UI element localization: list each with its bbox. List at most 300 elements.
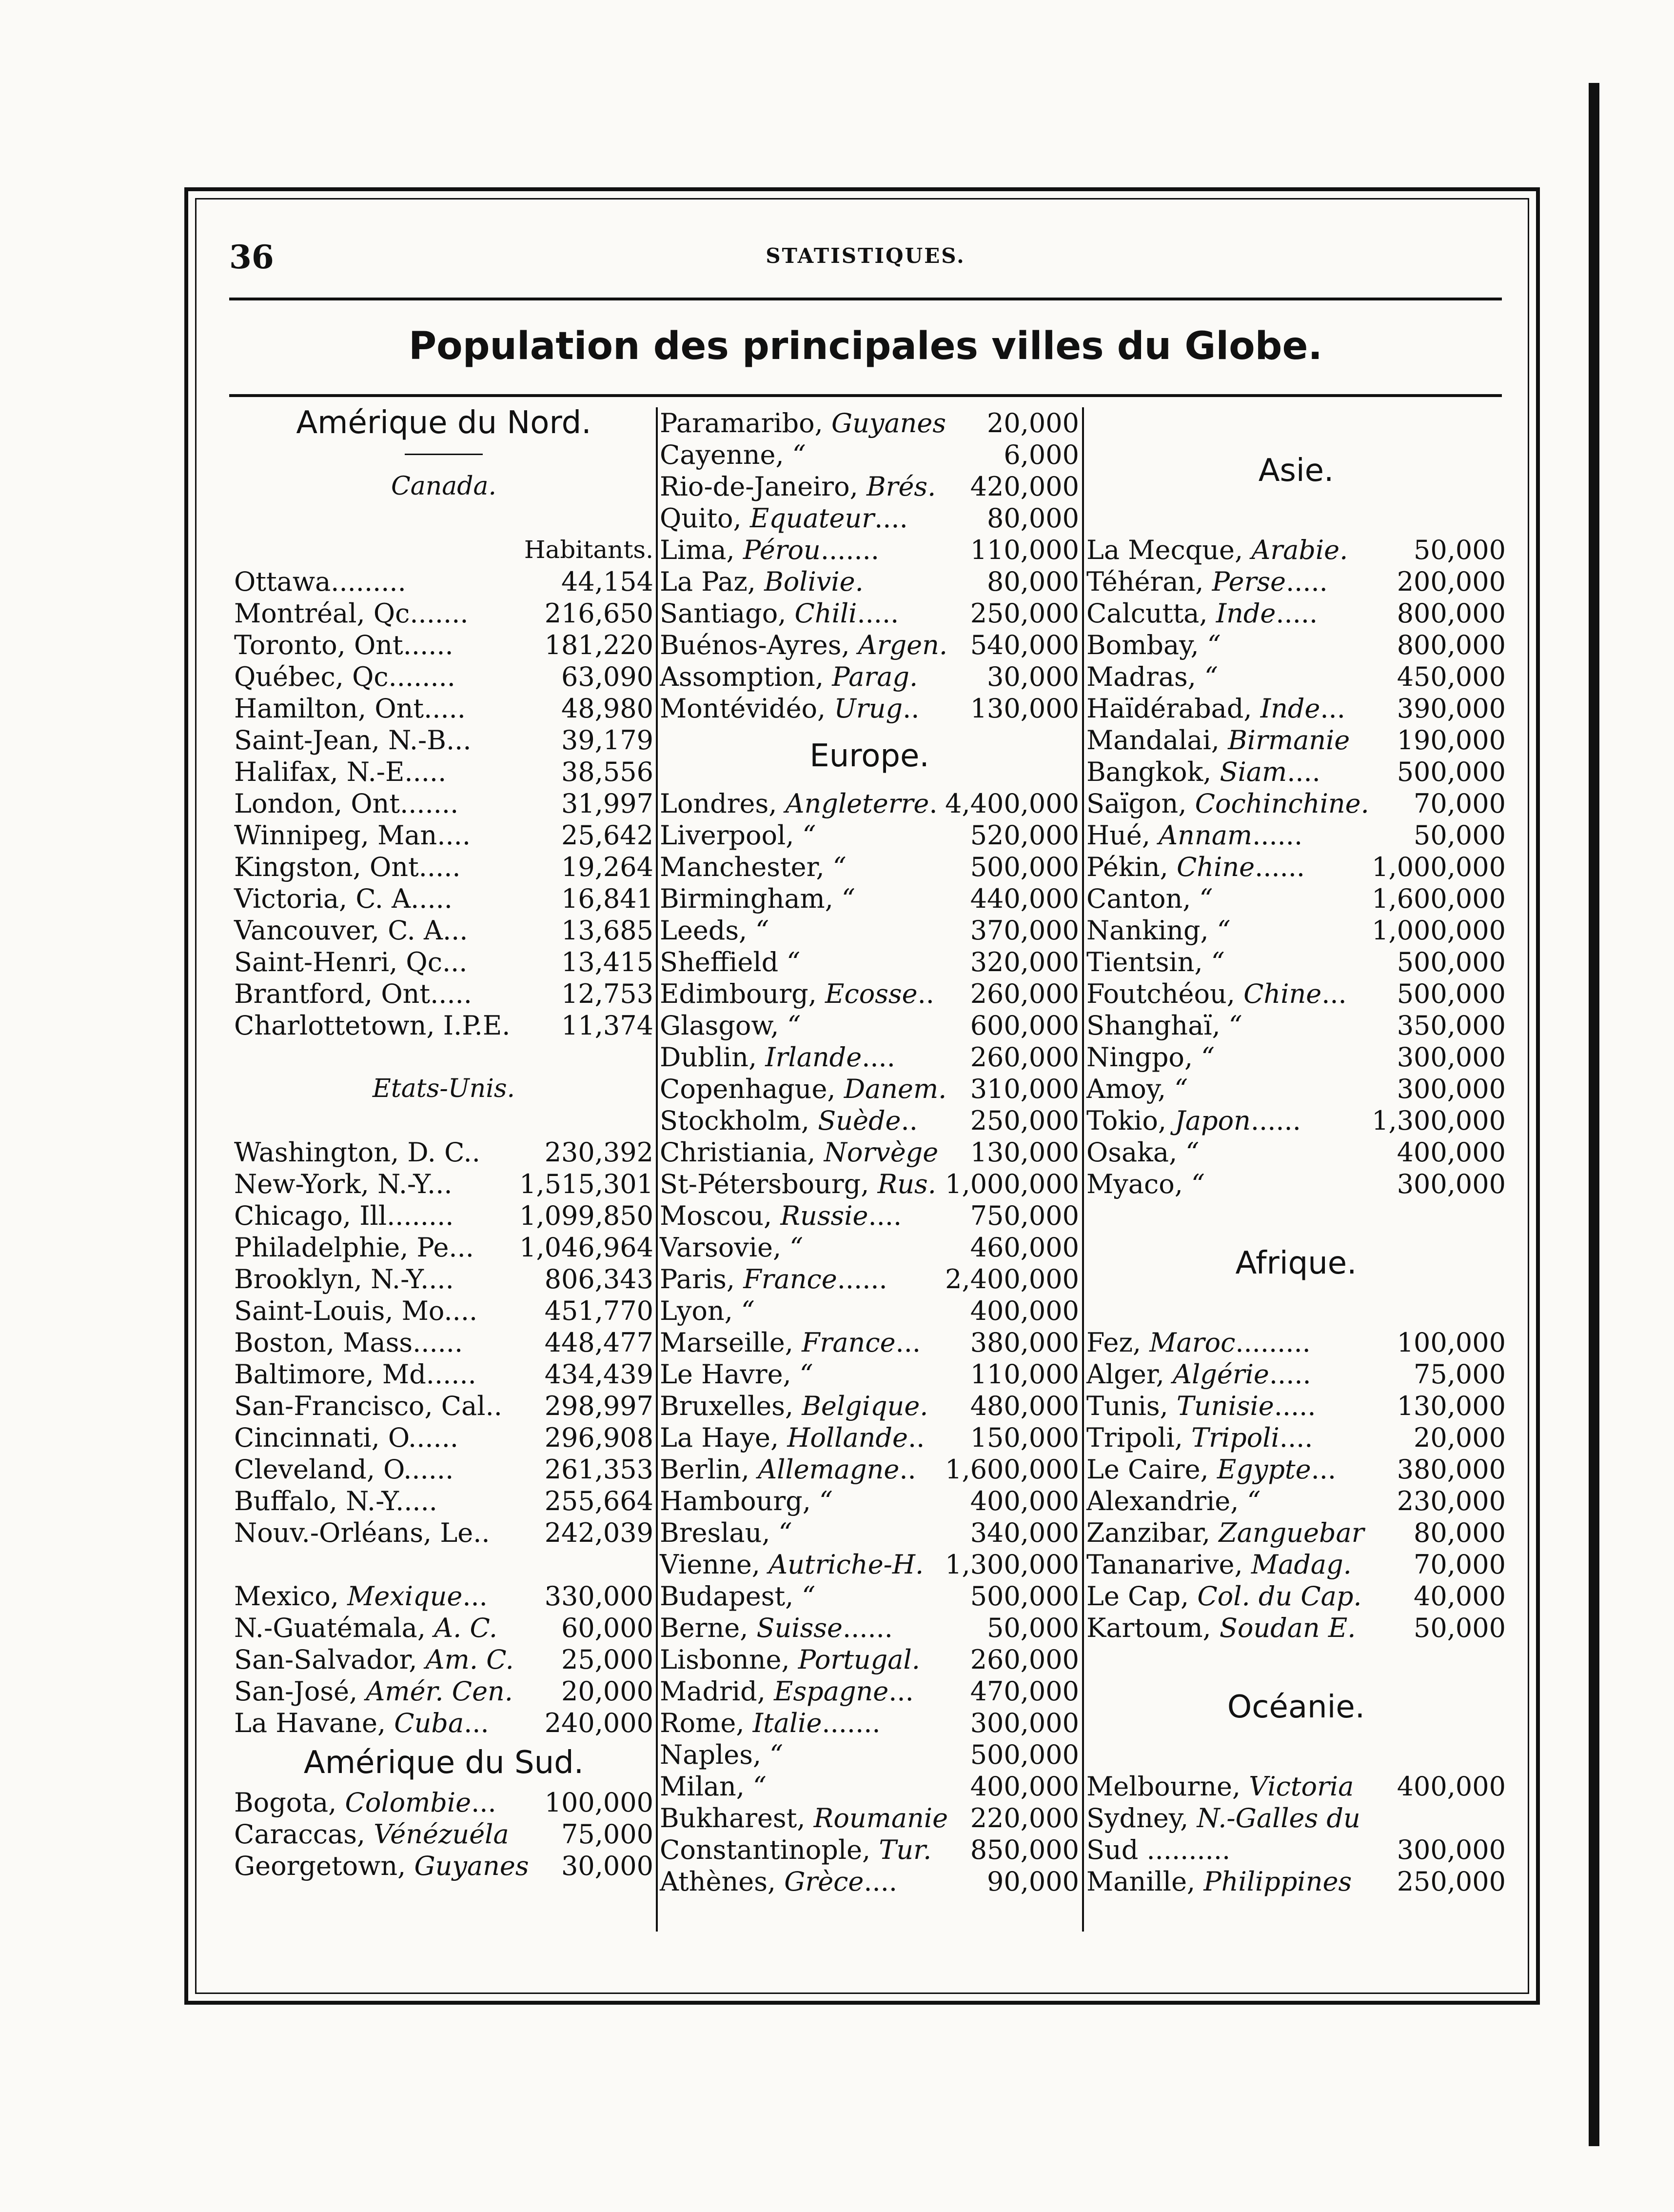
list-usa [234,1136,653,1549]
page-number: 36 [229,238,274,276]
population-value: 310,000 [970,1074,1079,1104]
city-name [660,883,855,915]
city-label: Montréal, Qc [234,598,410,629]
population-value: 800,000 [1397,598,1506,629]
city-label: Liverpool, [660,820,803,851]
city-label: Berne, [660,1613,757,1643]
city-name [660,946,800,978]
city-label: Georgetown, [234,1851,414,1881]
country-label: Amér. Cen. [366,1676,513,1707]
table-row [234,1485,653,1517]
population-value: 255,664 [544,1486,653,1516]
leader-dots: .. [901,1105,918,1136]
leader-dots: ..... [418,852,461,882]
column-south-america-europe [660,407,1079,1897]
population-value: 260,000 [970,978,1079,1009]
city-label: Stockholm, [660,1105,818,1136]
table-row [660,629,1079,661]
city-name [660,1549,924,1580]
city-label: London, Ont [234,788,400,819]
leader-dots: .... [444,1295,478,1326]
table-row [234,915,653,946]
city-name [1086,1517,1364,1549]
city-name [660,1517,792,1549]
city-name [234,1818,509,1850]
country-label: Madag. [1251,1549,1352,1580]
city-name [234,1358,476,1390]
page-header [229,238,1502,276]
table-row [234,724,653,756]
city-label: Baltimore, Md [234,1359,426,1390]
country-label: Suisse [756,1613,843,1643]
population-value: 520,000 [970,820,1079,851]
table-row [660,978,1079,1010]
city-name [1086,915,1231,946]
leader-dots: .. [899,1454,916,1485]
city-label: Christiania, [660,1137,824,1168]
population-value: 12,753 [561,978,653,1009]
country-label: Cuba [394,1708,464,1738]
table-row [660,1263,1079,1295]
leader-dots: ....... [410,598,469,629]
country-label: Inde [1216,598,1276,629]
table-row [234,1787,653,1818]
table-row [660,1707,1079,1739]
city-name [1086,1390,1316,1422]
country-label: Arabie. [1251,535,1348,565]
population-value: 1,515,301 [519,1169,653,1199]
list-south-america-2 [660,407,1079,724]
leader-dots: ... [464,1708,489,1738]
population-value: 350,000 [1397,1010,1506,1041]
population-value: 20,000 [1414,1422,1506,1453]
leader-dots: ...... [1255,852,1305,882]
city-name [1086,598,1318,629]
city-name [1086,851,1305,883]
table-row [234,946,653,978]
city-name [660,1358,813,1390]
city-name [660,1644,920,1675]
city-name [234,1327,463,1358]
city-label: New-York, N.-Y [234,1169,428,1199]
table-row [234,661,653,693]
leader-dots: ...... [837,1264,887,1295]
header-rule [229,298,1502,300]
table-row [234,1612,653,1644]
population-value: 19,264 [561,852,653,882]
table-row [660,1295,1079,1327]
city-label: Edimbourg, [660,978,826,1009]
population-value: 806,343 [544,1264,653,1295]
population-value: 250,000 [970,1105,1079,1136]
population-value: 370,000 [970,915,1079,946]
city-name [660,407,946,439]
country-label: “ [753,1771,767,1802]
city-name [1086,978,1347,1010]
population-value: 44,154 [561,566,653,597]
population-value: 30,000 [561,1851,653,1881]
population-value: 298,997 [544,1391,653,1421]
country-label: Danem. [844,1074,947,1104]
city-name [660,693,919,724]
city-name [234,1295,477,1327]
table-row [1086,819,1506,851]
city-name [234,1612,497,1644]
population-value: 1,000,000 [945,1169,1079,1199]
city-label: Brantford, Ont [234,978,431,1009]
population-value: 100,000 [1397,1327,1506,1358]
country-label: Siam [1220,757,1287,787]
city-name [660,1200,902,1232]
city-name [660,1485,833,1517]
population-value: 500,000 [1397,947,1506,977]
country-label: Angleterre [785,788,929,819]
population-value: 110,000 [970,535,1079,565]
city-name [1086,1358,1311,1390]
city-label: Toronto, Ont [234,630,403,660]
country-label: Equateur [749,503,875,534]
table-row [660,1200,1079,1232]
city-name [1086,883,1213,915]
city-label: La Paz, [660,566,765,597]
country-label: Algérie [1173,1359,1269,1390]
table-row [660,1358,1079,1390]
table-row [660,502,1079,534]
table-row [660,1454,1079,1485]
city-label: Philadelphie, Pe [234,1232,449,1263]
city-label: Le Cap, [1086,1581,1198,1612]
city-label: Tananarive, [1086,1549,1251,1580]
population-value: 75,000 [1414,1359,1506,1390]
city-label: Cleveland, O [234,1454,404,1485]
country-label: Colombie [345,1787,472,1818]
population-value: 500,000 [970,1739,1079,1770]
city-name [234,629,453,661]
table-row [1086,566,1506,598]
city-label: San-Salvador, [234,1644,426,1675]
population-value: 150,000 [970,1422,1079,1453]
population-value: 13,685 [561,915,653,946]
city-label: Santiago, [660,598,795,629]
city-label: Pékin, [1086,852,1177,882]
table-row [660,788,1079,819]
city-name [1086,1422,1313,1454]
population-value: 38,556 [561,757,653,787]
city-label: Rome, [660,1708,753,1738]
city-name [660,1866,897,1897]
city-name [660,1834,931,1866]
country-label: Argen. [858,630,948,660]
city-label: Bangkok, [1086,757,1220,787]
population-value: 25,000 [561,1644,653,1675]
country-label: Birmanie [1228,725,1350,756]
population-value: 50,000 [987,1613,1079,1643]
section-title-north-america: Amérique du Nord. [296,405,591,441]
city-label: N.-Guatémala, [234,1613,434,1643]
population-value: 440,000 [970,883,1079,914]
country-label: Egypte [1217,1454,1311,1485]
leader-dots: ...... [413,1327,463,1358]
leader-dots: ........ [387,1200,454,1231]
population-value: 400,000 [970,1295,1079,1326]
city-label: Vienne, [660,1549,769,1580]
population-value: 451,770 [544,1295,653,1326]
city-name [660,1041,895,1073]
city-name [234,1787,496,1818]
city-name [660,1390,928,1422]
country-label: “ [819,1486,833,1516]
table-row [1086,978,1506,1010]
city-label: Athènes, [660,1866,785,1897]
country-label: Rus. [877,1169,936,1199]
population-value: 100,000 [544,1787,653,1818]
city-name [660,1327,921,1358]
country-label: “ [755,915,769,946]
country-label: Portugal. [798,1644,920,1675]
city-name [660,1295,755,1327]
leader-dots: ..... [1274,1391,1316,1421]
table-row [1086,883,1506,915]
table-row [660,1675,1079,1707]
country-label: Soudan E. [1219,1613,1356,1643]
country-label: Japon [1175,1105,1251,1136]
city-name [1086,1454,1336,1485]
table-row [234,1263,653,1295]
leader-dots: ....... [822,1708,881,1738]
leader-dots: .. [917,978,934,1009]
table-row [1086,1580,1506,1612]
city-name [234,1232,474,1263]
country-label: “ [787,947,800,977]
city-name [1086,661,1218,693]
country-label: Pérou [743,535,821,565]
city-name [234,1454,453,1485]
city-label: Tokio, [1086,1105,1175,1136]
city-name [1086,756,1320,788]
city-label: Melbourne, [1086,1771,1249,1802]
city-label: San-José, [234,1676,366,1707]
country-label: “ [778,1517,792,1548]
country-label: Zanguebar [1219,1517,1364,1548]
leader-dots: ... [895,1327,921,1358]
city-name [660,1675,914,1707]
city-label: Canton, [1086,883,1200,914]
population-value: 600,000 [970,1010,1079,1041]
city-label: Nanking, [1086,915,1217,946]
city-name [660,471,936,502]
country-label: “ [802,820,816,851]
leader-dots: ...... [1250,1105,1301,1136]
city-name [234,851,461,883]
country-label: “ [1199,883,1213,914]
table-row [1086,693,1506,724]
list-africa [1086,1327,1506,1644]
city-label: Ottawa [234,566,331,597]
population-value: 50,000 [1414,820,1506,851]
section-rule [234,439,653,471]
population-value: 400,000 [1397,1771,1506,1802]
country-label: Vénézuéla [374,1819,509,1850]
city-name [1086,1136,1199,1168]
city-label: Boston, Mass [234,1327,413,1358]
city-label: Téhéran, [1086,566,1212,597]
table-row [1086,1771,1506,1802]
population-value: 2,400,000 [945,1264,1079,1295]
table-row [234,978,653,1010]
city-label: Myaco, [1086,1169,1192,1199]
city-label: Alexandrie, [1086,1486,1247,1516]
city-name [660,788,938,819]
list-latin-america [234,1580,653,1739]
population-value: 130,000 [970,693,1079,724]
country-label: Belgique. [802,1391,928,1421]
city-name [660,1612,893,1644]
city-label: Sud [1086,1834,1147,1865]
population-value: 30,000 [987,661,1079,692]
country-label: “ [792,439,806,470]
population-value: 340,000 [970,1517,1079,1548]
population-value: 800,000 [1397,630,1506,660]
city-label: Bruxelles, [660,1391,802,1421]
leader-dots: ..... [424,693,466,724]
population-value: 20,000 [561,1676,653,1707]
table-row [1086,1485,1506,1517]
city-name [660,439,806,471]
table-row [1086,788,1506,819]
leader-dots: .. [907,1422,925,1453]
population-value: 540,000 [970,630,1079,660]
table-row [1086,1327,1506,1358]
population-value: 80,000 [987,503,1079,534]
table-row [1086,534,1506,566]
city-label: Haïdérabad, [1086,693,1260,724]
section-title-south-america: Amérique du Sud. [303,1745,584,1781]
country-label: “ [1174,1074,1188,1104]
country-label: “ [799,1359,813,1390]
city-label: Osaka, [1086,1137,1186,1168]
section-title-oceania: Océanie. [1227,1689,1365,1725]
city-name [234,883,453,915]
population-value: 4,400,000 [945,788,1079,819]
city-name [660,915,769,946]
population-value: 181,220 [544,630,653,660]
city-label: Tunis, [1086,1391,1177,1421]
leader-dots: ..... [1286,566,1328,597]
binding-edge [1589,83,1599,2146]
leader-dots: ... [427,1169,453,1199]
table-row [234,819,653,851]
city-name [234,819,471,851]
city-label: Leeds, [660,915,756,946]
country-label: Hollande [787,1422,908,1453]
population-value: 448,477 [544,1327,653,1358]
leader-dots: ..... [857,598,899,629]
table-row [660,1136,1079,1168]
city-name [1086,1580,1362,1612]
table-row [234,851,653,883]
city-label: Manille, [1086,1866,1204,1897]
country-label: Norvège [824,1137,939,1168]
city-label: Halifax, N.-E [234,757,405,787]
leader-dots: ..... [1269,1359,1311,1390]
leader-dots: .. [485,1391,502,1421]
city-label: Berlin, [660,1454,758,1485]
table-row [234,883,653,915]
population-value: 1,000,000 [1372,852,1506,882]
leader-dots: ...... [842,1613,893,1643]
list-europe [660,788,1079,1897]
population-value: 63,090 [561,661,653,692]
country-label: France [743,1264,837,1295]
city-label: Paris, [660,1264,744,1295]
leader-dots: ......... [1235,1327,1311,1358]
population-value: 130,000 [970,1137,1079,1168]
city-name [1086,1485,1260,1517]
table-row [660,1771,1079,1802]
column-americas [234,407,653,1882]
population-value: 380,000 [970,1327,1079,1358]
country-label: Col. du Cap. [1197,1581,1362,1612]
country-label: “ [1201,1042,1215,1073]
city-name [1086,1105,1301,1136]
table-row [1086,1454,1506,1485]
population-value: 450,000 [1397,661,1506,692]
table-row [1086,598,1506,629]
country-label: Italie [752,1708,822,1738]
table-row [660,1168,1079,1200]
city-name [660,661,918,693]
table-row [234,788,653,819]
population-value: 500,000 [1397,757,1506,787]
table-row [234,1707,653,1739]
country-label: Urug [834,693,903,724]
city-label: Saint-Louis, Mo [234,1295,444,1326]
table-row [660,1866,1079,1897]
table-row [660,1390,1079,1422]
unit-label: Habitants. [524,536,653,564]
city-label: Budapest, [660,1581,802,1612]
country-label: Chine [1176,852,1255,882]
population-value: 230,000 [1397,1486,1506,1516]
table-row [660,693,1079,724]
city-label: Marseille, [660,1327,802,1358]
population-value: 1,600,000 [1372,883,1506,914]
table-row [234,1644,653,1675]
table-row [1086,1422,1506,1454]
city-label: St-Pétersbourg, [660,1169,878,1199]
population-value: 1,000,000 [1372,915,1506,946]
population-value: 300,000 [1397,1042,1506,1073]
population-value: 60,000 [561,1613,653,1643]
country-label: Am. C. [425,1644,514,1675]
country-label: “ [1207,630,1221,660]
city-label: Londres, [660,788,786,819]
city-name [1086,629,1221,661]
country-label: Suède [818,1105,901,1136]
city-label: Buénos-Ayres, [660,630,858,660]
population-value: 420,000 [970,471,1079,502]
city-label: Le Caire, [1086,1454,1217,1485]
table-row [660,439,1079,471]
city-name [234,1263,454,1295]
country-label: Inde [1260,693,1320,724]
city-name [660,534,879,566]
table-row [1086,1041,1506,1073]
city-name [1086,1612,1356,1644]
population-value: 13,415 [561,947,653,977]
city-label: Washington, D. C [234,1137,464,1168]
population-value: 480,000 [970,1391,1079,1421]
